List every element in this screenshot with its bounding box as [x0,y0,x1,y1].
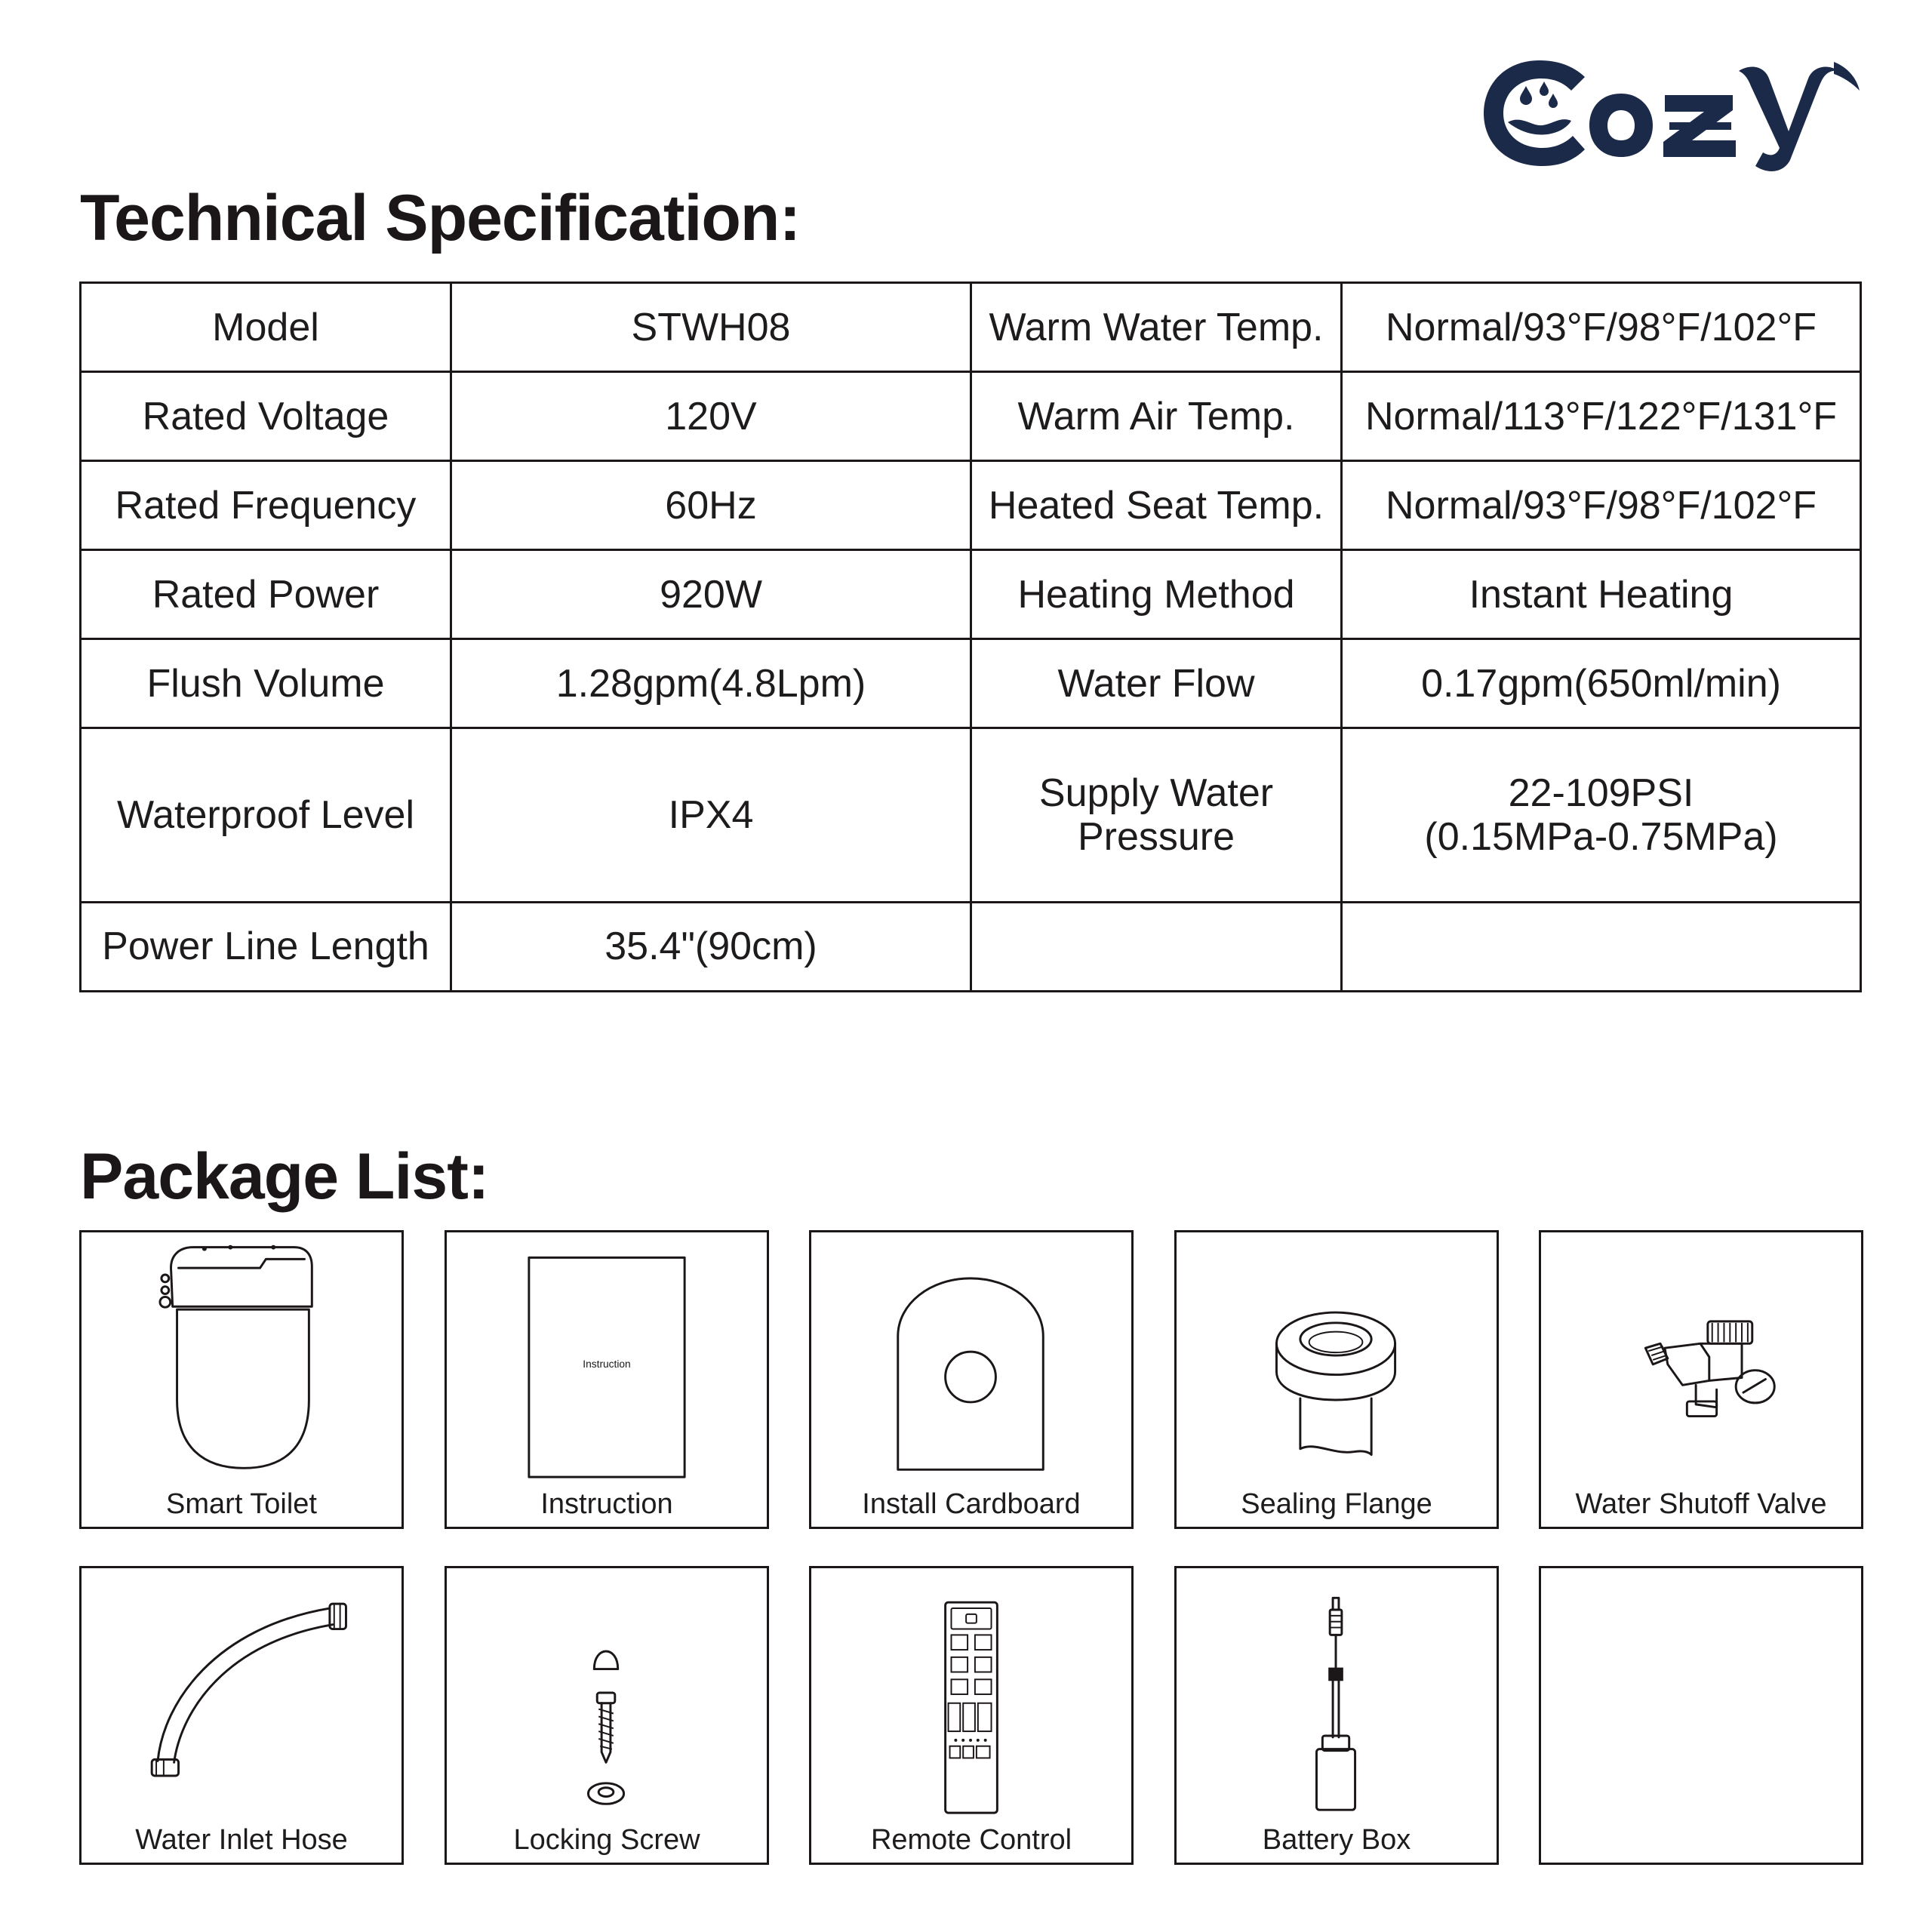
cell-value-left: 120V [451,372,971,461]
package-item-label: Instruction [540,1488,673,1520]
cell-value-right: Normal/113°F/122°F/131°F [1342,372,1861,461]
spec-table-body [81,283,1861,992]
cell-param-right: Warm Air Temp. [971,372,1342,461]
spec-row [81,461,1861,550]
cell-value-right: 22-109PSI (0.15MPa-0.75MPa) [1342,728,1861,902]
cell-value-right: Instant Heating [1342,550,1861,639]
cell-param-right: Warm Water Temp. [971,283,1342,372]
water-inlet-hose-icon [82,1568,401,1817]
smart-toilet-icon [82,1232,401,1481]
package-item-locking-screw [445,1566,769,1865]
package-item-battery-box [1174,1566,1499,1865]
spec-row [81,728,1861,902]
spec-row [81,283,1861,372]
spec-table [79,281,1862,992]
package-item-label: Water Inlet Hose [135,1824,348,1856]
cell-value-left: 920W [451,550,971,639]
package-item-label [1541,1820,1861,1860]
cell-value-right: Normal/93°F/98°F/102°F [1342,283,1861,372]
cell-value-left: 1.28gpm(4.8Lpm) [451,639,971,728]
cell-param-left: Model [81,283,451,372]
cell-param-left: Power Line Length [81,902,451,991]
cell-param-left: Waterproof Level [81,728,451,902]
package-item-smart-toilet [79,1230,404,1529]
package-item-label: Battery Box [1262,1824,1411,1856]
package-item-remote-control [809,1566,1134,1865]
package-item-label: Sealing Flange [1241,1488,1432,1520]
package-item-label: Smart Toilet [166,1488,317,1520]
cell-param-left: Rated Frequency [81,461,451,550]
package-heading: Package List: [80,1140,489,1213]
battery-box-icon [1177,1568,1497,1817]
cell-value-right [1342,902,1861,991]
cell-value-left: IPX4 [451,728,971,902]
cozy-logo [1479,47,1872,175]
cell-param-left: Flush Volume [81,639,451,728]
instruction-cover-text: Instruction [583,1358,631,1370]
cell-value-left: 60Hz [451,461,971,550]
package-item-empty-slot [1539,1566,1863,1865]
cell-param-right: Heated Seat Temp. [971,461,1342,550]
package-item-water-shutoff-valve [1539,1230,1863,1529]
remote-control-icon [811,1568,1131,1817]
package-item-sealing-flange [1174,1230,1499,1529]
sealing-flange-icon [1177,1232,1497,1481]
cell-param-left: Rated Power [81,550,451,639]
package-item-water-inlet-hose [79,1566,404,1865]
instruction-manual-icon [447,1232,767,1481]
package-item-instruction [445,1230,769,1529]
cell-param-right [971,902,1342,991]
package-item-label: Remote Control [870,1824,1072,1856]
cell-param-left: Rated Voltage [81,372,451,461]
package-item-label: Locking Screw [513,1824,700,1856]
locking-screw-icon [447,1568,767,1817]
cell-value-left: STWH08 [451,283,971,372]
cozy-logo-icon [1479,47,1872,175]
spec-row [81,372,1861,461]
spec-row [81,639,1861,728]
install-cardboard-icon [811,1232,1131,1481]
cell-value-right: 0.17gpm(650ml/min) [1342,639,1861,728]
cell-param-right: Supply Water Pressure [971,728,1342,902]
package-item-label: Water Shutoff Valve [1575,1488,1827,1520]
water-shutoff-valve-icon [1541,1232,1861,1481]
package-item-label: Install Cardboard [862,1488,1081,1520]
package-item-install-cardboard [809,1230,1134,1529]
cell-param-right: Water Flow [971,639,1342,728]
cell-value-right: Normal/93°F/98°F/102°F [1342,461,1861,550]
spec-row [81,902,1861,991]
spec-heading: Technical Specification: [80,182,801,254]
cell-param-right: Heating Method [971,550,1342,639]
cell-value-left: 35.4"(90cm) [451,902,971,991]
spec-row [81,550,1861,639]
